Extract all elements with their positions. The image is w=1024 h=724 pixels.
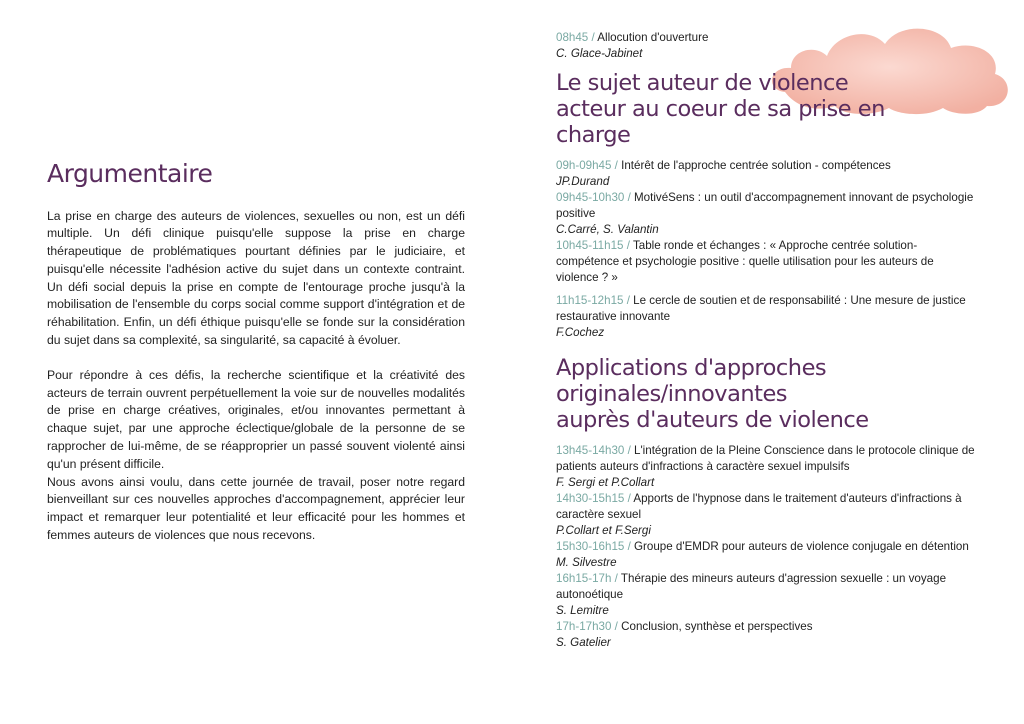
argumentaire-paragraph-1: La prise en charge des auteurs de violences, sexuelles ou non, est un défi multiple. Un défi clinique puisqu'elle suppose la prise en charge thérapeutique de problématiques pourtant définies par le judiciaire, et puisqu'elle nécessite l'adhésion active du sujet dans un contexte contraint. Un défi social depuis la prise en compte de l'entourage proche jusqu'à la mobilisation de l'ensemble du corps social comme support d'intégration et de réhabilitation. Enfin, un défi éthique puisqu'elle se fonde sur la considération du sujet dans sa complexité, sa singularité, sa capacité à évoluer. [47,208,465,348]
programme-item: 09h45-10h30 / MotivéSens : un outil d'accompagnement innovant de psychologie positive [556,191,974,220]
opening-title: Allocution d'ouverture [597,31,709,44]
programme-speaker: F. Sergi et P.Collart [556,476,655,489]
programme-section [556,30,976,651]
programme-item: 15h30-16h15 / Groupe d'EMDR pour auteurs de violence conjugale en détention [556,540,969,553]
programme-speaker: S. Lemitre [556,604,609,617]
programme-speaker: S. Gatelier [556,636,611,649]
section1-title: Le sujet auteur de violence acteur au coeur de sa prise en charge [556,70,885,148]
programme-speaker: JP.Durand [556,175,610,188]
section2-list [556,443,976,651]
programme-item: 13h45-14h30 / L'intégration de la Pleine Conscience dans le protocole clinique de patients auteurs d'infractions à caractère sexuel impulsifs [556,444,975,473]
programme-item: 17h-17h30 / Conclusion, synthèse et perspectives [556,620,813,633]
programme-speaker: C.Carré, S. Valantin [556,223,659,236]
programme-item: 11h15-12h15 / Le cercle de soutien et de responsabilité : Une mesure de justice restaurative innovante [556,294,966,323]
argumentaire-paragraph-3: Nous avons ainsi voulu, dans cette journée de travail, poser notre regard bienveillant sur ces nouvelles approches d'accompagnement, apprécier leur impact et remarquer leur potentialité et leur efficacité pour les hommes et femmes auteurs de violences que nous recevons. [47,474,465,543]
section2-title: Applications d'approches originales/innovantes auprès d'auteurs de violence [556,355,869,433]
programme-speaker: F.Cochez [556,326,605,339]
programme-speaker: M. Silvestre [556,556,617,569]
programme-item: 09h-09h45 / Intérêt de l'approche centrée solution - compétences [556,159,891,172]
section1-list [556,158,976,341]
argumentaire-section [47,160,465,545]
programme-item: 14h30-15h15 / Apports de l'hypnose dans le traitement d'auteurs d'infractions à caractère sexuel [556,492,962,521]
argumentaire-paragraph-2: Pour répondre à ces défis, la recherche scientifique et la créativité des acteurs de terrain ouvrent perpétuellement la voie sur de nouvelles modalités de prise en charge créatives, originales, et/ou innovantes permettant à chaque sujet, par une approche éclectique/globale de la personne de se rapprocher de lui-même, de se réapproprier un passé souvent violenté ainsi qu'un présent difficile. [47,367,465,471]
opening-time: 08h45 [556,31,589,44]
opening-speaker: C. Glace-Jabinet [556,47,643,60]
programme-item: 16h15-17h / Thérapie des mineurs auteurs d'agression sexuelle : un voyage autonoétique [556,572,947,601]
argumentaire-title: Argumentaire [47,159,213,188]
programme-item: 10h45-11h15 / Table ronde et échanges : « Approche centrée solution-compétence et psychologie positive : quelle utilisation pour les auteurs de violence ? » [556,239,934,284]
programme-opening: 08h45 / Allocution d'ouverture [556,31,709,44]
programme-speaker: P.Collart et F.Sergi [556,524,651,537]
